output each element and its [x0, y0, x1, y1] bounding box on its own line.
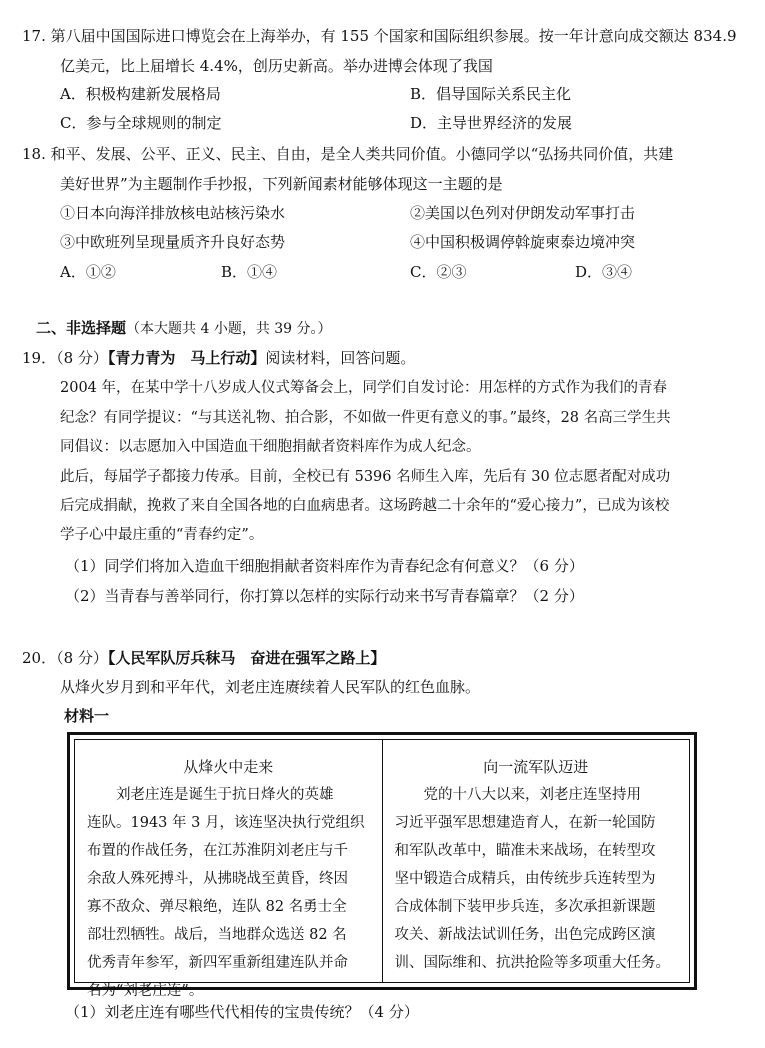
q19-theme: 【青力青为 马上行动】	[107, 349, 266, 367]
material-left-line: 名为“刘老庄连”。	[87, 983, 204, 999]
section-note: （本大题共 4 小题，共 39 分。）	[126, 321, 332, 337]
material-left-line: 寡不敌众、弹尽粮绝，连队 82 名勇士全	[87, 899, 347, 915]
material-right-line: 和军队改革中，瞄准未来战场，在转型攻	[394, 843, 656, 859]
q19-subquestion-1: （1）同学们将加入造血干细胞捐献者资料库作为青春纪念有何意义？（6 分）	[65, 557, 584, 575]
q19-heading	[22, 348, 415, 368]
q17-option-c: C．参与全球规则的制定	[60, 114, 222, 132]
material-left-line: 刘老庄连是诞生于抗日烽火的英雄	[116, 787, 334, 803]
q17-option-d: D．主导世界经济的发展	[410, 114, 573, 132]
section-heading	[36, 318, 332, 339]
material-right-line: 训、国际维和、抗洪抢险等多项重大任务。	[394, 955, 670, 971]
q20-intro: 从烽火岁月到和平年代，刘老庄连赓续着人民军队的红色血脉。	[60, 678, 481, 696]
q19-para1-line1: 2004 年，在某中学十八岁成人仪式筹备会上，同学们自发讨论：用怎样的方式作为我们的青春	[60, 380, 668, 396]
q18-item-3: ③中欧班列呈现量质齐升良好态势	[60, 233, 286, 251]
q17-option-b: B．倡导国际关系民主化	[410, 85, 572, 103]
section-title: 二、非选择题	[36, 319, 127, 337]
material-left-line: 优秀青年参军，新四军重新组建连队并命	[87, 955, 348, 971]
q19-para1-line2: 纪念？有同学提议：“与其送礼物、拍合影，不如做一件更有意义的事。”最终，28 名高三学生共	[60, 410, 671, 426]
q20-heading	[22, 648, 385, 668]
material-right-line: 习近平强军思想建造育人，在新一轮国防	[394, 815, 656, 831]
material-left-line: 布置的作战任务，在江苏淮阴刘老庄与千	[87, 843, 348, 859]
material-left-column	[75, 740, 382, 999]
q19-number: 19．（8 分）	[22, 349, 108, 367]
q19-para1-line3: 同倡议：以志愿加入中国造血干细胞捐献者资料库作为成人纪念。	[60, 439, 481, 455]
q19-instruction: 阅读材料，回答问题。	[265, 349, 416, 367]
material-box	[67, 732, 697, 999]
q20-theme: 【人民军队厉兵秣马 奋进在强军之路上】	[107, 649, 386, 667]
q18-option-a: A．①②	[60, 263, 116, 281]
q18-item-1: ①日本向海洋排放核电站核污染水	[60, 204, 286, 222]
q17-option-a: A．积极构建新发展格局	[60, 85, 221, 103]
material-right-column	[382, 740, 690, 982]
material-left-line: 余敌人殊死搏斗，从拂晓战至黄昏，终因	[87, 871, 348, 887]
q18-option-c: C．②③	[410, 263, 467, 281]
material-left-line: 连队。1943 年 3 月，该连坚决执行党组织	[87, 815, 365, 831]
q19-para2-line2: 后完成捐献，挽救了来自全国各地的白血病患者。这场跨越二十余年的“爱心接力”，已成为该校	[60, 498, 670, 514]
q18-stem-line1: 18. 和平、发展、公平、正义、民主、自由，是全人类共同价值。小德同学以“弘扬共同价值，共建	[22, 145, 674, 163]
material-left-body	[87, 781, 370, 1005]
q19-subquestion-2: （2）当青春与善举同行，你打算以怎样的实际行动来书写青春篇章？（2 分）	[65, 587, 584, 605]
q20-subquestion-1: （1）刘老庄连有哪些代代相传的宝贵传统？（4 分）	[65, 1003, 419, 1021]
material-right-line: 坚中锻造合成精兵，由传统步兵连转型为	[394, 871, 656, 887]
q20-material-label: 材料一	[64, 707, 110, 725]
q18-item-4: ④中国积极调停斡旋柬泰边境冲突	[410, 233, 636, 251]
q19-para2-line1: 此后，每届学子都接力传承。目前，全校已有 5396 名师生入库，先后有 30 位志愿者配对成功	[60, 469, 671, 485]
material-right-title: 向一流军队迈进	[483, 758, 589, 776]
material-left-title: 从烽火中走来	[183, 758, 274, 776]
material-right-body	[395, 781, 678, 977]
q20-number: 20．（8 分）	[22, 649, 108, 667]
material-right-line: 攻关、新战法试训任务，出色完成跨区演	[394, 927, 656, 943]
q18-stem-line2: 美好世界”为主题制作手抄报，下列新闻素材能够体现这一主题的是	[60, 175, 503, 193]
material-right-line: 合成体制下装甲步兵连，多次承担新课题	[394, 899, 656, 915]
q17-stem-line1: 17. 第八届中国国际进口博览会在上海举办，有 155 个国家和国际组织参展。按一年计意向成交额达 834.9	[22, 27, 737, 45]
q18-option-b: B．①④	[221, 263, 278, 281]
material-right-line: 党的十八大以来，刘老庄连坚持用	[423, 787, 641, 803]
q19-para2-line3: 学子心中最庄重的“青春约定”。	[60, 527, 264, 543]
q17-stem-line2: 亿美元，比上届增长 4.4%，创历史新高。举办进博会体现了我国	[60, 57, 493, 75]
material-left-line: 部壮烈牺牲。战后，当地群众选送 82 名	[87, 927, 347, 943]
q18-item-2: ②美国以色列对伊朗发动军事打击	[410, 204, 636, 222]
material-box-inner	[74, 739, 690, 999]
q18-option-d: D．③④	[575, 263, 633, 281]
